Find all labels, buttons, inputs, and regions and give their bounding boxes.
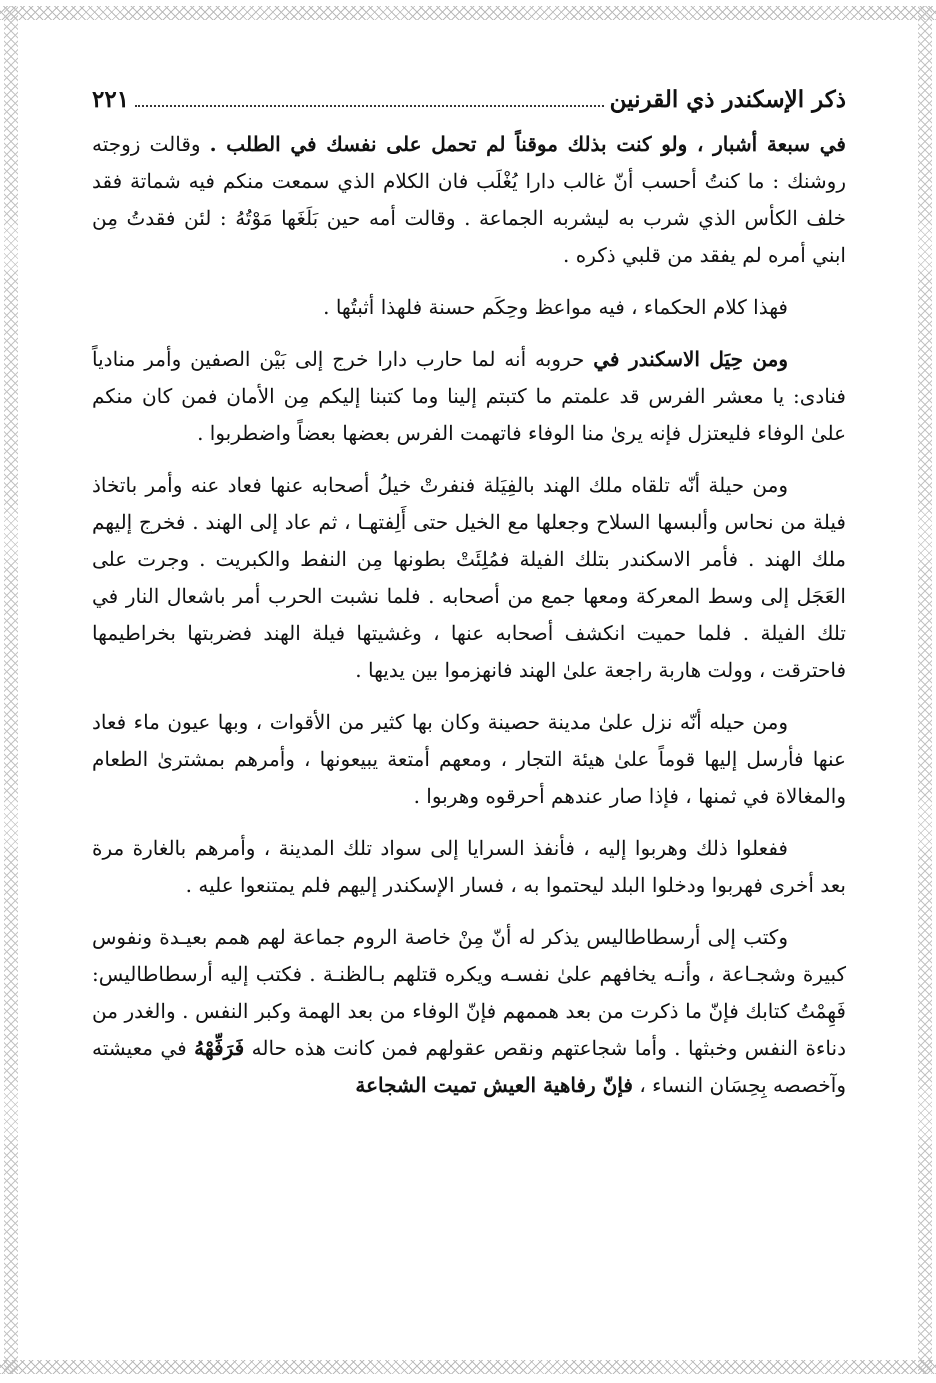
- paragraph-text: ومن حيله أنّه نزل علىٰ مدينة حصينة وكان بها كثير من الأقوات ، وبها عيون ماء فعاد عنها فأرسل إليها قوماً علىٰ هيئة التجار ، ومعهم أمتعة يبيعونها ، وأمرهم بمشترىٰ الطعام والمغالاة في ثمنها ، فإذا صار عندهم أحرقوه وهربوا .: [92, 710, 846, 808]
- bold-word: فَرَفِّهْهُ: [194, 1036, 245, 1060]
- paragraph: [92, 830, 846, 904]
- paragraph-text: ومن حيلة أنّه تلقاه ملك الهند بالفِيَلة فنفرتْ خيلُ أصحابه عنها فعاد عنه وأمر باتخاذ فيلة من نحاس وألبسها السلاح وجعلها مع الخيل حتى أَلِفتهـا ، ثم عاد إلى الهند . فخرج إليهم ملك الهند . فأمر الاسكندر بتلك الفيلة فمُلِئَتْ بطونها مِن النفط والكبريت . وجرت على العَجَل إلى وسط المعركة ومعها جمع من أصحابه . فلما نشبت الحرب أمر باشعال النار في تلك الفيلة . فلما حميت انكشف أصحابه عنها ، وغشيتها فيلة الهند فضربتها بخراطيمها فاحترقت ، وولت هاربة راجعة علىٰ الهند فانهزموا بين يديها .: [92, 473, 846, 682]
- page-number: ٢٢١: [92, 86, 130, 113]
- paragraph: [92, 919, 846, 1104]
- paragraph-text: وكتب إلى أرسطاطاليس يذكر له أنّ مِنْ خاصة الروم جماعة لهم همم بعيـدة ونفوس كبيرة وشجـاعة ، وأنـه يخافهم علىٰ نفسـه ويكره قتلهم بـالظنـة . فكتب إليه أرسطاطاليس: فَهِمْتُ كتابك فإنّ ما ذكرت من بعد هممهم فإنّ الوفاء من بعد الهمة وكبر النفس . والغدر من دناءة النفس وخبثها . وأما شجاعتهم ونقص عقولهم فمن كانت هذه حاله: [92, 925, 846, 1060]
- paragraph-text: ففعلوا ذلك وهربوا إليه ، فأنفذ السرايا إلى سواد تلك المدينة ، وأمرهم بالغارة مرة بعد أخرى فهربوا ودخلوا البلد ليحتموا به ، فسار الإسكندر إليهم فلم يمتنعوا عليه .: [92, 836, 846, 897]
- bold-lead: في سبعة أشبار ، ولو كنت بذلك موقناً لم تحمل على نفسك في الطلب .: [209, 132, 846, 156]
- page-border-left: [4, 6, 18, 1374]
- running-title: ذكر الإسكندر ذي القرنين: [609, 86, 846, 113]
- bold-phrase: فإنّ رفاهية العيش تميت الشجاعة: [355, 1073, 633, 1097]
- page-border-right: [918, 6, 932, 1374]
- paragraph-text: في معيشته وآخصصه بِحِسَان النساء ،: [92, 1036, 846, 1097]
- bold-lead: ومن حِيَل الاسكندر في: [593, 347, 788, 371]
- book-page: [92, 86, 846, 1351]
- header-dot-leader: [135, 105, 604, 107]
- paragraph: [92, 704, 846, 815]
- running-header: [92, 86, 846, 126]
- page-border-top: [0, 6, 936, 20]
- page-border-bottom: [0, 1360, 936, 1374]
- paragraph: [92, 341, 846, 452]
- paragraph: [92, 467, 846, 689]
- paragraph: [92, 289, 846, 326]
- paragraph-text: وقالت زوجته روشنك : ما كنتُ أحسب أنّ غالب دارا يُغْلَب فان الكلام الذي سمعت منكم فيه شماتة فقد خلف الكأس الذي شرب به ليشربه الجماعة . وقالت أمه حين بَلَغَها مَوْتُهُ : لئن فقدتُ مِن ابني أمره لم يفقد من قلبي ذكره .: [92, 132, 846, 267]
- paragraph-text: حروبه أنه لما حارب دارا خرج إلى بَيْن الصفين وأمر منادياً فنادى: يا معشر الفرس قد علمتم ما كتبتم إلينا وما كتبنا إليكم مِن الأمان فمن كان منكم علىٰ الوفاء فليعتزل فإنه يرىٰ منا الوفاء فاتهمت الفرس بعضها بعضاً واضطربوا .: [92, 347, 846, 445]
- paragraph: [92, 126, 846, 274]
- paragraph-text: فهذا كلام الحكماء ، فيه مواعظ وحِكَم حسنة فلهذا أثبتُها .: [323, 295, 788, 319]
